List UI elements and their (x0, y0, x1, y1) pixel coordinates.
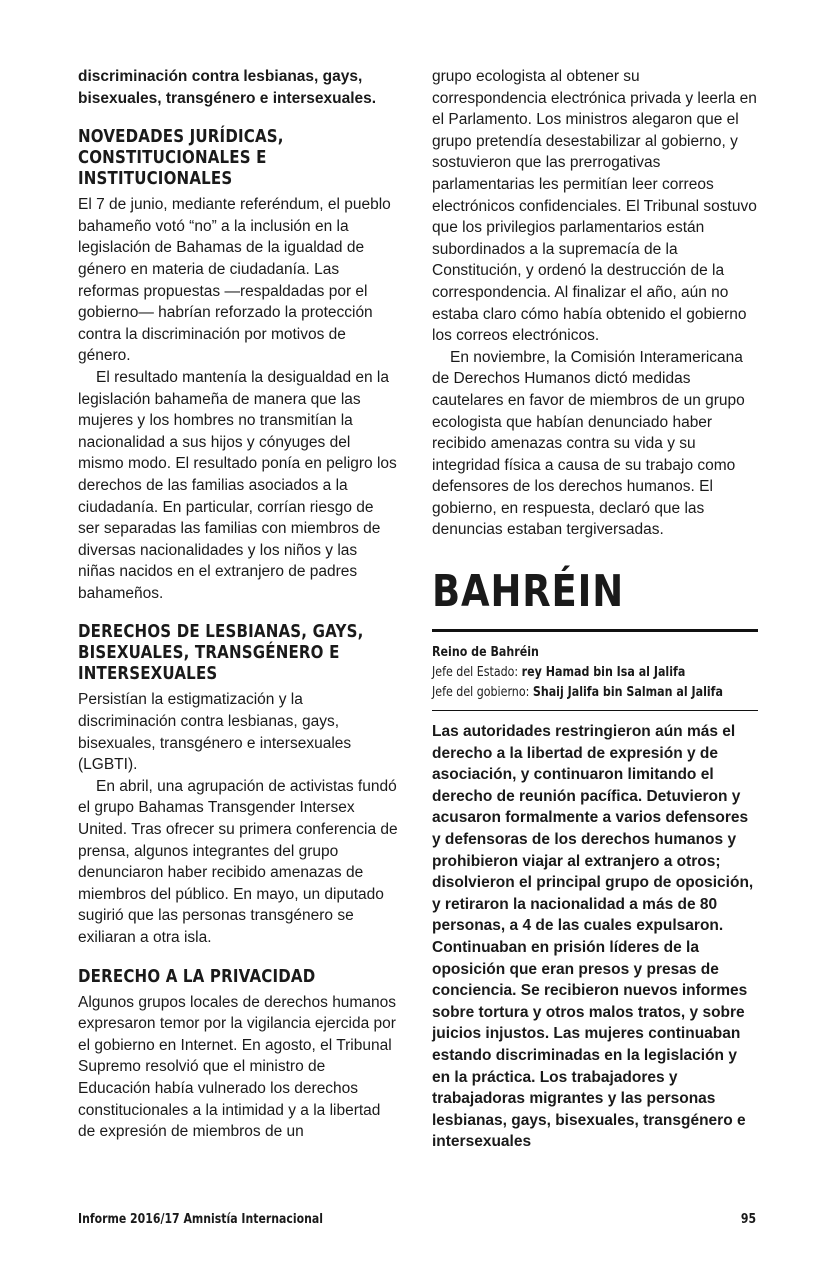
official-name: Reino de Bahréin (432, 644, 539, 661)
section-heading-privacy: DERECHO A LA PRIVACIDAD (78, 966, 316, 987)
country-info (432, 642, 760, 702)
head-of-state-label: Jefe del Estado: (432, 664, 522, 681)
section-heading-lgbti: DERECHOS DE LESBIANAS, GAYS, BISEXUALES, TRANSGÉNERO E INTERSEXUALES (78, 622, 364, 685)
paragraph: El 7 de junio, mediante referéndum, el pueblo bahameño votó “no” a la inclusión en la legislación de Bahamas de la igualdad de género en materia de ciudadanía. Las reformas propuestas —respaldadas por el gobierno— habrían reforzado la protección contra la discriminación por motivos de género. (78, 196, 391, 365)
paragraph: El resultado mantenía la desigualdad en la legislación bahameña de manera que las mujeres y los hombres no transmitían la nacionalidad a sus hijos y cónyuges del mismo modo. El resultado ponía en peligro los derechos de las familias asociados a la ciudadanía. En particular, corrían riesgo de ser separadas las familias con miembros de diversas nacionalidades y los niños y las niñas nacidos en el extranjero de padres bahameños. (78, 368, 397, 602)
paragraph: Algunos grupos locales de derechos humanos expresaron temor por la vigilancia ejercida por el gobierno en Internet. En agosto, el Tribunal Supremo resolvió que el ministro de Educación había vulnerado los derechos constitucionales a la intimidad y a la libertad de expresión de miembros de un (78, 993, 396, 1141)
head-of-government: Shaij Jalifa bin Salman al Jalifa (532, 684, 723, 701)
head-of-government-label: Jefe del gobierno: (432, 684, 533, 701)
right-column (432, 66, 758, 1153)
paragraph: grupo ecologista al obtener su correspondencia electrónica privada y leerla en el Parlamento. Los ministros alegaron que el grupo pretendía desestabilizar al gobierno, y sostuvieron que las prerrogativas parlamentarias les permitían leer correos electrónicos confidenciales. El Tribunal sostuvo que los privilegios parlamentarios están subordinados a la supremacía de la Constitución, y ordenó la destrucción de la correspondencia. Al finalizar el año, aún no estaba claro cómo había obtenido el gobierno los correos electrónicos. (432, 68, 757, 345)
head-of-state-line (432, 662, 760, 682)
paragraph: En noviembre, la Comisión Interamericana de Derechos Humanos dictó medidas cautelares en favor de miembros de un grupo ecologista que habían denunciado haber recibido amenazas contra su vida y su integridad física a causa de su trabajo como defensores de los derechos humanos. El gobierno, en respuesta, declaró que las denuncias estaban tergiversadas. (432, 348, 745, 539)
intro-text: discriminación contra lesbianas, gays, bisexuales, transgénero e intersexuales. (78, 68, 377, 107)
country-title: BAHRÉIN (432, 566, 624, 618)
left-column (78, 66, 398, 1143)
section-heading-legal: NOVEDADES JURÍDICAS, CONSTITUCIONALES E INSTITUCIONALES (78, 127, 284, 190)
paragraph: Persistían la estigmatización y la discriminación contra lesbianas, gays, bisexuales, transgénero e intersexuales (LGBTI). (78, 691, 352, 774)
divider (432, 629, 758, 632)
divider (432, 710, 758, 711)
footer-publication: Informe 2016/17 Amnistía Internacional (78, 1212, 324, 1227)
page-number: 95 (740, 1212, 756, 1227)
head-of-state: rey Hamad bin Isa al Jalifa (521, 664, 686, 681)
head-of-government-line (432, 682, 760, 702)
paragraph: En abril, una agrupación de activistas fundó el grupo Bahamas Transgender Intersex United. Tras ofrecer su primera conferencia de prensa, algunos integrantes del grupo denunciaron haber recibido amenazas de miembros del público. En mayo, un diputado sugirió que las personas transgénero se exiliaran a otra isla. (78, 777, 398, 946)
country-summary: Las autoridades restringieron aún más el derecho a la libertad de expresión y de asociación, y continuaron limitando el derecho de reunión pacífica. Detuvieron y acusaron formalmente a varios defensores y defensoras de los derechos humanos y prohibieron viajar al extranjero a otros; disolvieron el principal grupo de oposición, y retiraron la nacionalidad a más de 80 personas, a 4 de las cuales expulsaron. Continuaban en prisión líderes de la oposición que eran presos y presas de conciencia. Se recibieron nuevos informes sobre tortura y otros malos tratos, y sobre juicios injustos. Las mujeres continuaban estando discriminadas en la legislación y en la práctica. Los trabajadores y trabajadoras migrantes y las personas lesbianas, gays, bisexuales, transgénero e intersexuales (432, 723, 754, 1151)
